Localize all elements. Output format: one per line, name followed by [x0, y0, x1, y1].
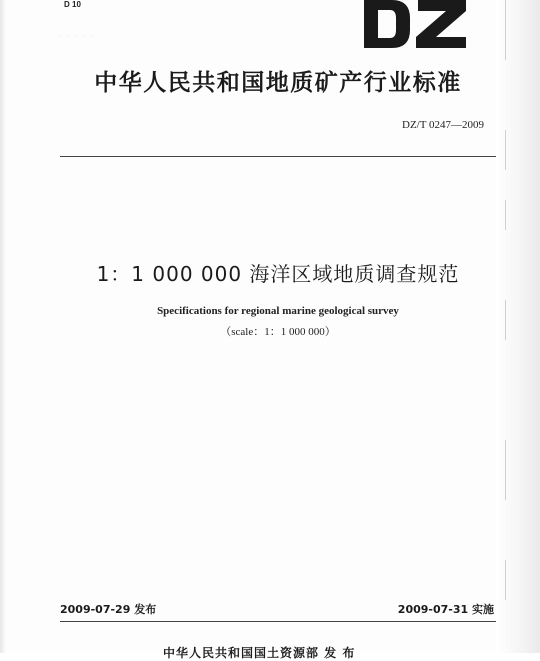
edge-mark — [505, 0, 506, 60]
edge-mark — [505, 200, 506, 230]
dz-logo — [362, 0, 468, 50]
top-divider — [60, 156, 496, 157]
edge-mark — [505, 130, 506, 170]
issue-date: 2009-07-29 发布 — [60, 603, 157, 616]
document-scale: （scale：1：1 000 000） — [220, 326, 336, 338]
standard-category-title: 中华人民共和国地质矿产行业标准 — [94, 70, 462, 96]
classification-code: D 10 — [64, 0, 81, 9]
standard-number: DZ/T 0247—2009 — [402, 119, 484, 131]
bottom-divider — [60, 621, 496, 622]
edge-mark — [505, 440, 506, 500]
document-title-en: Specifications for regional marine geological survey — [157, 305, 399, 317]
document-title-cn: 1：1 000 000 海洋区域地质调查规范 — [96, 262, 460, 286]
faint-header-text: · · · · · — [60, 34, 96, 41]
edge-mark — [505, 560, 506, 600]
publisher-line: 中华人民共和国国土资源部 发 布 — [163, 646, 356, 660]
implementation-date: 2009-07-31 实施 — [397, 603, 494, 616]
